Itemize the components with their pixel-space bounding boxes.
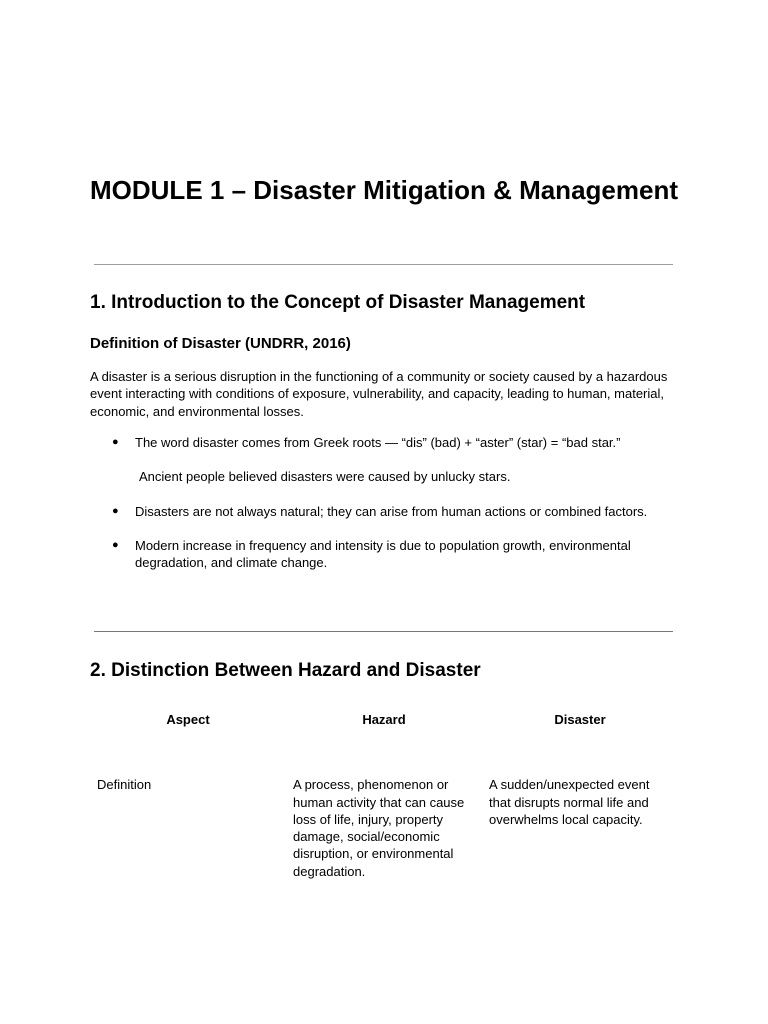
document-title: MODULE 1 – Disaster Mitigation & Management bbox=[90, 175, 678, 205]
horizontal-divider bbox=[94, 264, 673, 265]
list-item bbox=[90, 434, 680, 451]
comparison-table bbox=[90, 704, 678, 887]
horizontal-divider bbox=[94, 631, 673, 632]
bullet-icon: ● bbox=[112, 504, 119, 517]
bullet-icon: ● bbox=[112, 538, 119, 551]
bullet-icon: ● bbox=[112, 436, 119, 448]
bullet-text: Modern increase in frequency and intensity is due to population growth, environmental degradation, and climate change. bbox=[135, 537, 631, 571]
column-header-disaster: Disaster bbox=[554, 712, 606, 727]
column-header-aspect: Aspect bbox=[166, 712, 210, 727]
bullet-text: The word disaster comes from Greek roots — “dis” (bad) + “aster” (star) = “bad star.” bbox=[135, 435, 621, 450]
definition-subheading: Definition of Disaster (UNDRR, 2016) bbox=[90, 335, 351, 352]
table-row bbox=[90, 769, 678, 887]
list-item bbox=[90, 537, 680, 572]
table-cell-hazard: A process, phenomenon or human activity that can cause loss of life, injury, property damage, social/economic disruption, or environmental degradation. bbox=[293, 777, 465, 879]
bullet-list bbox=[90, 434, 680, 571]
column-header-hazard: Hazard bbox=[362, 712, 406, 727]
definition-paragraph: A disaster is a serious disruption in the functioning of a community or society caused by a hazardous event interacting with conditions of exposure, vulnerability, and capacity, leading to human, material, economic, and environmental losses. bbox=[90, 369, 668, 419]
bullet-text: Disasters are not always natural; they can arise from human actions or combined factors. bbox=[135, 503, 648, 519]
table-cell-aspect: Definition bbox=[97, 777, 152, 793]
list-item bbox=[90, 503, 680, 520]
section-1-heading: 1. Introduction to the Concept of Disaster Management bbox=[90, 292, 586, 313]
section-2-heading: 2. Distinction Between Hazard and Disaster bbox=[90, 660, 481, 681]
table-cell-disaster: A sudden/unexpected event that disrupts normal life and overwhelms local capacity. bbox=[489, 777, 650, 827]
bullet-note: Ancient people believed disasters were caused by unlucky stars. bbox=[139, 469, 511, 485]
table-header-row bbox=[90, 704, 678, 769]
